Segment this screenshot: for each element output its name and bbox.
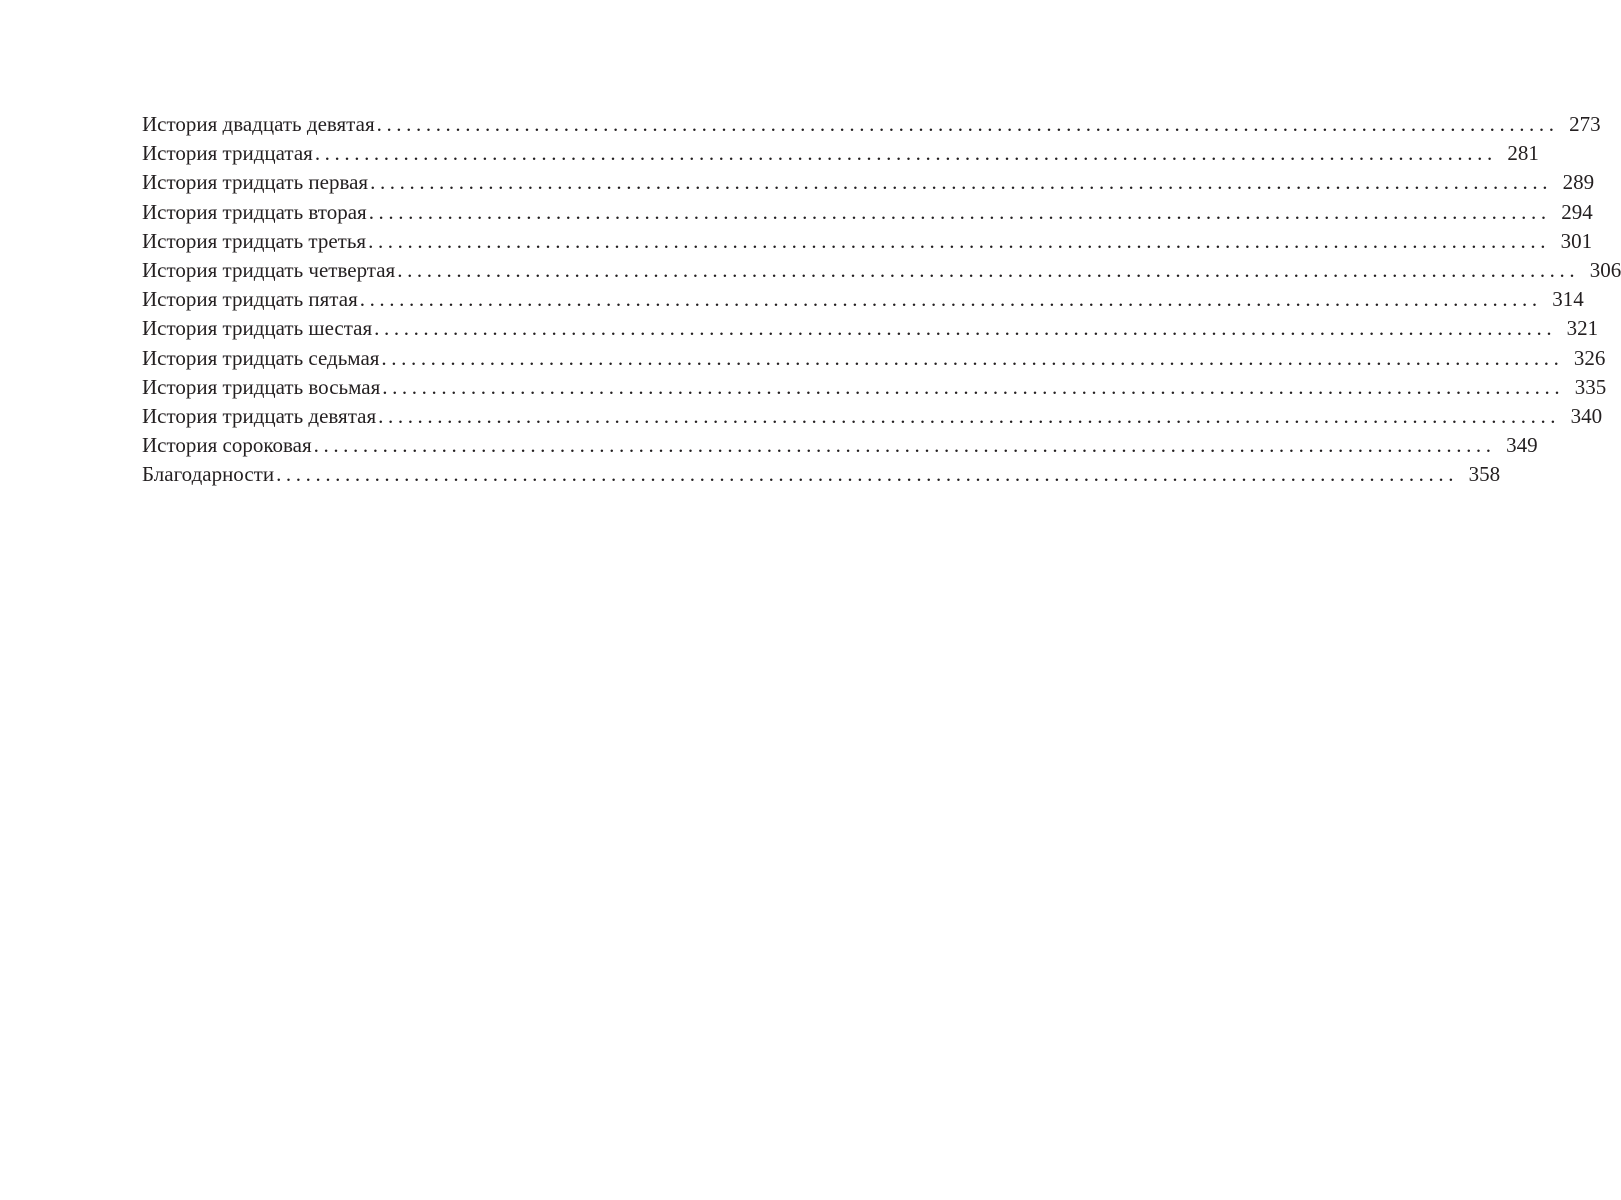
table-of-contents (142, 110, 1621, 489)
toc-entry-title: История тридцать пятая (142, 287, 358, 312)
toc-entry-page: 289 (1562, 170, 1595, 195)
toc-entry-page: 273 (1569, 112, 1601, 136)
toc-entry (142, 256, 1621, 285)
toc-entry-title: История тридцать третья (142, 228, 367, 253)
toc-entry (142, 168, 1595, 197)
toc-dot-leader: ........................................................................................................................ (382, 374, 1565, 399)
toc-dot-leader: ........................................................................................................................ (370, 170, 1553, 195)
toc-entry-page: 314 (1552, 287, 1584, 312)
toc-entry-page: 294 (1561, 199, 1593, 224)
toc-entry-title: История тридцать первая (142, 170, 369, 195)
toc-entry (142, 344, 1606, 373)
toc-entry-title: История тридцать вторая (142, 199, 367, 224)
toc-entry-page: 281 (1507, 141, 1539, 166)
toc-entry-title: История тридцатая (142, 141, 313, 166)
toc-entry-title: История тридцать девятая (142, 403, 377, 428)
toc-entry-title: Благодарности (142, 462, 275, 487)
toc-entry (142, 198, 1593, 227)
toc-entry (142, 431, 1538, 460)
toc-entry-page: 340 (1570, 403, 1603, 428)
toc-entry-title: История тридцать седьмая (142, 345, 380, 370)
toc-entry-title: История двадцать девятая (142, 112, 375, 136)
toc-entry (142, 227, 1593, 256)
toc-entry (142, 402, 1603, 431)
toc-entry-page: 349 (1506, 433, 1538, 458)
toc-entry-page: 326 (1573, 345, 1606, 370)
toc-entry (142, 285, 1584, 314)
toc-entry-page: 301 (1560, 228, 1593, 253)
toc-dot-leader: ........................................................................................................................ (376, 112, 1559, 136)
toc-entry-title: История тридцать шестая (142, 316, 373, 341)
toc-entry (142, 110, 1601, 139)
toc-entry (142, 314, 1599, 343)
toc-dot-leader: ........................................................................................................................ (397, 257, 1580, 282)
toc-entry (142, 139, 1539, 168)
toc-entry-page: 358 (1468, 462, 1501, 487)
toc-dot-leader: ........................................................................................................................ (276, 462, 1459, 487)
toc-dot-leader: ........................................................................................................................ (359, 287, 1542, 312)
toc-entry (142, 373, 1607, 402)
toc-entry-title: История тридцать четвертая (142, 257, 396, 282)
toc-dot-leader: ........................................................................................................................ (368, 199, 1551, 224)
toc-entry-page: 306 (1589, 257, 1621, 282)
toc-dot-leader: ........................................................................................................................ (313, 433, 1496, 458)
toc-dot-leader: ........................................................................................................................ (378, 403, 1561, 428)
toc-dot-leader: ........................................................................................................................ (374, 316, 1557, 341)
toc-entry-title: История сороковая (142, 433, 312, 458)
toc-dot-leader: ........................................................................................................................ (381, 345, 1564, 370)
toc-entry-page: 335 (1574, 374, 1607, 399)
toc-dot-leader: ........................................................................................................................ (368, 228, 1551, 253)
toc-entry-title: История тридцать восьмая (142, 374, 381, 399)
toc-entry (142, 460, 1501, 489)
toc-dot-leader: ........................................................................................................................ (314, 141, 1497, 166)
toc-entry-page: 321 (1566, 316, 1599, 341)
